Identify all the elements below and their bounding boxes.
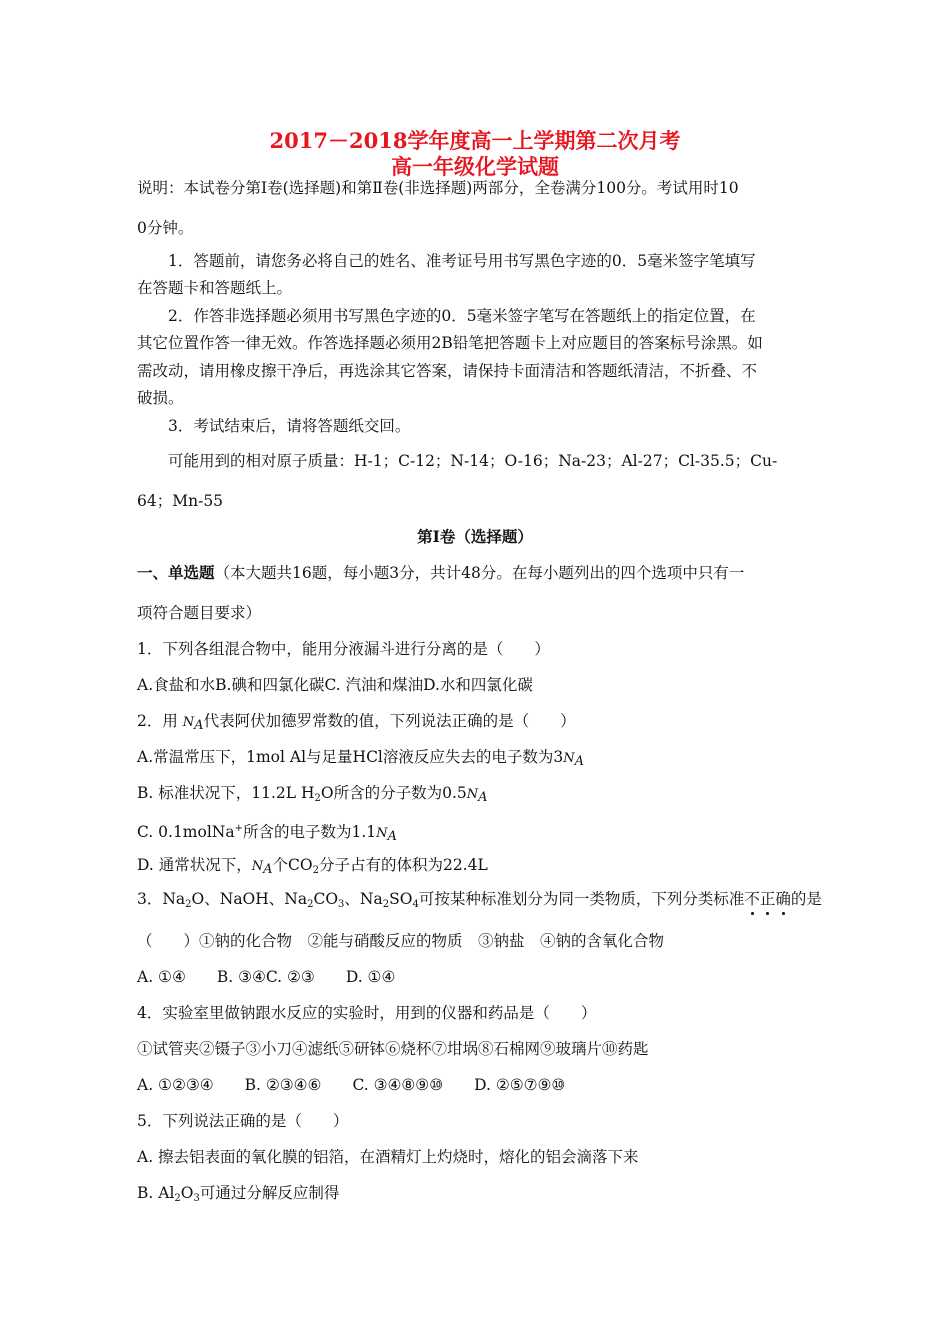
instruction-item-3: 3．考试结束后，请将答题纸交回。 bbox=[168, 417, 411, 435]
question-1: 1．下列各组混合物中，能用分液漏斗进行分离的是（ ） bbox=[137, 640, 550, 658]
question-2-option-b: B. 标准状况下，11.2L $H_2O$所含的分子数为$0.5N_A$ bbox=[137, 784, 488, 805]
question-2-option-d: D. 通常状况下，$N_A$个$CO_2$分子占有的体积为22.4L bbox=[137, 856, 488, 877]
section-desc: （本大题共16题，每小题3分，共计48分。在每小题列出的四个选项中只有一 bbox=[214, 564, 745, 582]
section-desc-cont: 项符合题目要求） bbox=[137, 604, 262, 622]
part1-heading: 第Ⅰ卷（选择题） bbox=[417, 527, 533, 546]
instruction-item-2-cont: 其它位置作答一律无效。作答选择题必须用2B铅笔把答题卡上对应题目的答案标号涂黑。如 bbox=[137, 334, 763, 352]
instructions-line: 0分钟。 bbox=[137, 219, 194, 237]
question-5: 5．下列说法正确的是（ ） bbox=[137, 1112, 349, 1130]
question-2-option-c: C. 0.1molNa+所含的电子数为$1.1N_A$ bbox=[137, 823, 397, 844]
instruction-item-2-cont: 需改动，请用橡皮擦干净后，再选涂其它答案，请保持卡面清洁和答题纸清洁，不折叠、不 bbox=[137, 362, 758, 380]
section-heading bbox=[137, 563, 744, 583]
section-label: 一、单选题 bbox=[137, 563, 215, 582]
instruction-item-2: 2．作答非选择题必须用书写黑色字迹的0．5毫米签字笔写在答题纸上的指定位置，在 bbox=[168, 307, 756, 325]
question-3-cont: （ ）①钠的化合物 ②能与硝酸反应的物质 ③钠盐 ④钠的含氧化合物 bbox=[137, 932, 665, 950]
question-4: 4．实验室里做钠跟水反应的实验时，用到的仪器和药品是（ ） bbox=[137, 1004, 597, 1022]
question-5-option-a: A. 擦去铝表面的氧化膜的铝箔，在酒精灯上灼烧时，熔化的铝会滴落下来 bbox=[137, 1148, 639, 1166]
question-2-option-a: A.常温常压下，1mol Al与足量HCl溶液反应失去的电子数为$3N_A$ bbox=[137, 748, 585, 769]
atomic-masses: 可能用到的相对原子质量：H-1；C-12；N-14；O-16；Na-23；Al-27；Cl-35.5；Cu- bbox=[168, 452, 778, 470]
atomic-masses-cont: 64；Mn-55 bbox=[137, 492, 224, 510]
exam-subtitle: 高一年级化学试题 bbox=[391, 154, 559, 179]
emphasis-dot-char: 不 bbox=[744, 890, 760, 908]
question-1-options: A.食盐和水B.碘和四氯化碳C. 汽油和煤油D.水和四氯化碳 bbox=[137, 676, 533, 694]
question-4-options: A. ①②③④ B. ②③④⑥ C. ③④⑧⑨⑩ D. ②⑤⑦⑨⑩ bbox=[137, 1076, 566, 1094]
instruction-item-1: 1．答题前，请您务必将自己的姓名、准考证号用书写黑色字迹的0．5毫米签字笔填写 bbox=[168, 252, 756, 270]
emphasis-dot-char: 正 bbox=[759, 890, 776, 908]
question-2: 2．用 $N_A$代表阿伏加德罗常数的值，下列说法正确的是（ ） bbox=[137, 712, 576, 733]
instructions-line: 说明：本试卷分第Ⅰ卷(选择题)和第Ⅱ卷(非选择题)两部分，全卷满分100分。考试用时10 bbox=[137, 179, 739, 197]
exam-title: 2017－2018学年度高一上学期第二次月考 bbox=[269, 128, 681, 153]
instruction-item-1-cont: 在答题卡和答题纸上。 bbox=[137, 279, 293, 297]
instruction-item-2-cont: 破损。 bbox=[137, 389, 184, 407]
question-4-items: ①试管夹②镊子③小刀④滤纸⑤研钵⑥烧杯⑦坩埚⑧石棉网⑨玻璃片⑩药匙 bbox=[137, 1040, 649, 1058]
emphasis-dot-char: 确 bbox=[775, 890, 791, 908]
question-3-options: A. ①④ B. ③④C. ②③ D. ①④ bbox=[137, 968, 396, 986]
question-5-option-b: B. $Al_2O_3$可通过分解反应制得 bbox=[137, 1184, 340, 1204]
question-3: 3．$Na_2O$、NaOH、$Na_2CO_3$、$Na_2SO_4$可按某种标准划分为同一类物质，下列分类标准不正确的是 bbox=[137, 890, 822, 910]
